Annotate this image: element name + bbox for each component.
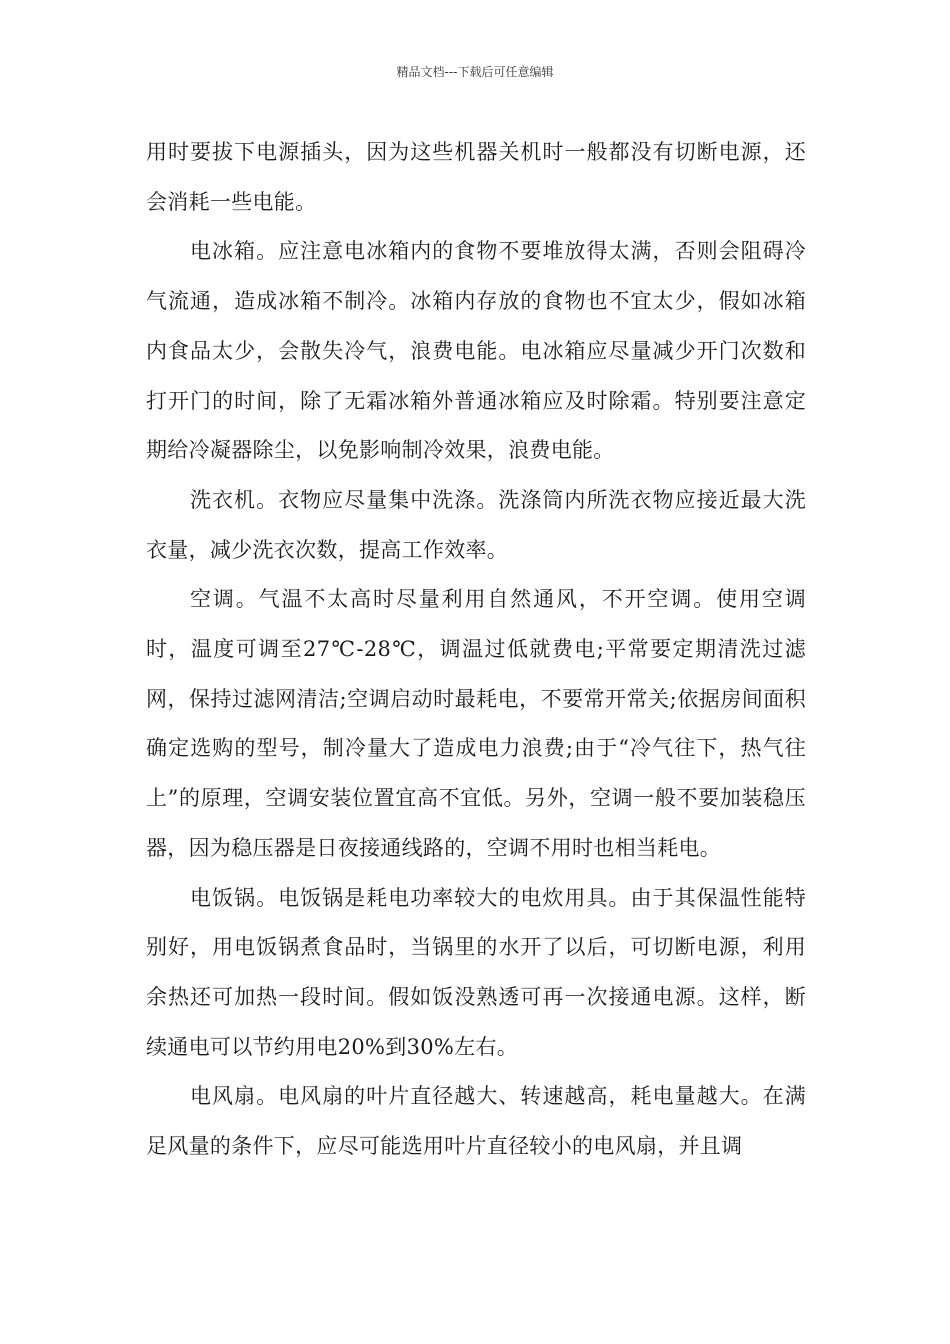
page-header: 精品文档---下载后可任意编辑 bbox=[396, 65, 554, 79]
paragraph-refrigerator: 电冰箱。应注意电冰箱内的食物不要堆放得太满，否则会阻碍冷气流通，造成冰箱不制冷。冰箱内存放的食物也不宜太少，假如冰箱内食品太少，会散失冷气，浪费电能。电冰箱应尽量减少开门次数和打开门的时间，除了无霜冰箱外普通冰箱应及时除霜。特别要注意定期给冷凝器除尘，以免影响制冷效果，浪费电能。 bbox=[146, 239, 806, 463]
body-text bbox=[146, 128, 806, 1172]
paragraph-air-conditioner: 空调。气温不太高时尽量利用自然通风，不开空调。使用空调时，温度可调至27℃-28℃，调温过低就费电;平常要定期清洗过滤网，保持过滤网清洁;空调启动时最耗电，不要常开常关;依据房间面积确定选购的型号，制冷量大了造成电力浪费;由于“冷气往下，热气往上”的原理，空调安装位置宜高不宜低。另外，空调一般不要加装稳压器，因为稳压器是日夜接通线路的，空调不用时也相当耗电。 bbox=[146, 587, 806, 860]
paragraph-washing-machine: 洗衣机。衣物应尽量集中洗涤。洗涤筒内所洗衣物应接近最大洗衣量，减少洗衣次数，提高工作效率。 bbox=[146, 487, 806, 562]
paragraph-electric-fan: 电风扇。电风扇的叶片直径越大、转速越高，耗电量越大。在满足风量的条件下，应尽可能选用叶片直径较小的电风扇，并且调 bbox=[146, 1084, 806, 1159]
paragraph-continuation: 用时要拔下电源插头，因为这些机器关机时一般都没有切断电源，还会消耗一些电能。 bbox=[146, 140, 806, 214]
paragraph-rice-cooker: 电饭锅。电饭锅是耗电功率较大的电炊用具。由于其保温性能特别好，用电饭锅煮食品时，当锅里的水开了以后，可切断电源，利用余热还可加热一段时间。假如饭没熟透可再一次接通电源。这样，断续通电可以节约用电20%到30%左右。 bbox=[146, 885, 806, 1059]
